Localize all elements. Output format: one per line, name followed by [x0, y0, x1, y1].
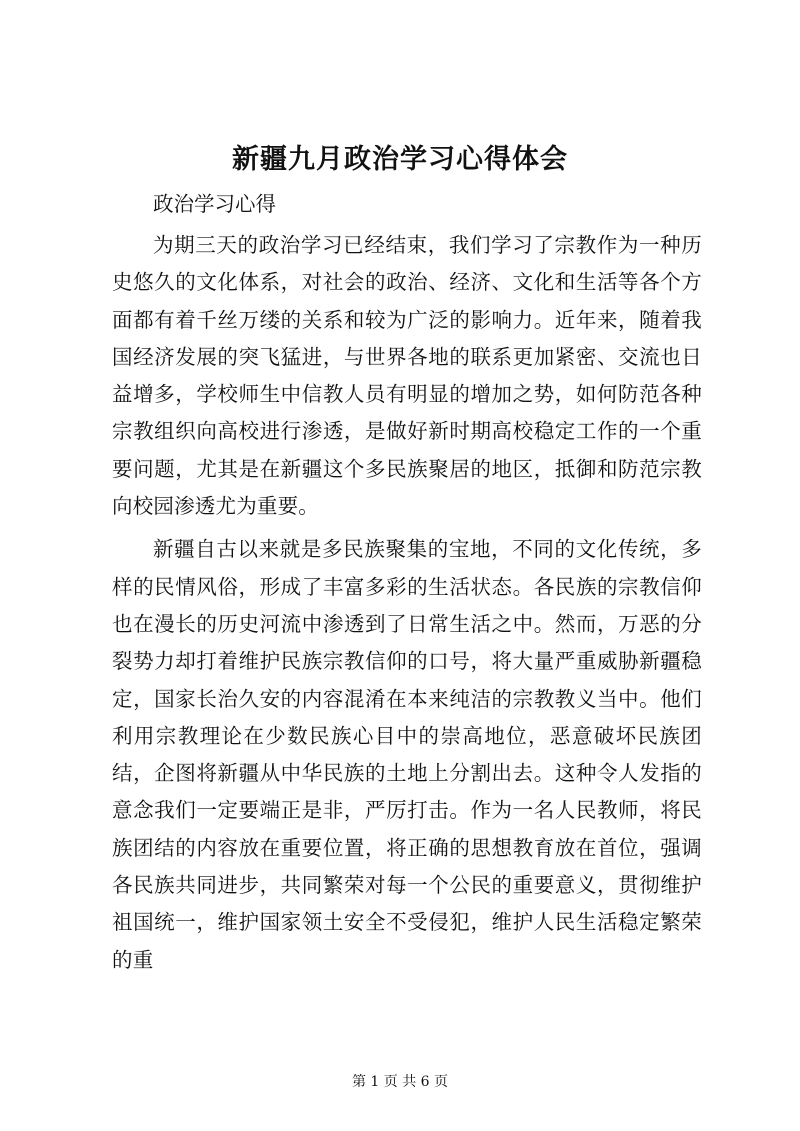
page-number: 第 1 页 共 6 页: [351, 1074, 449, 1090]
document-body: [112, 186, 702, 979]
body-paragraph: 为期三天的政治学习已经结束，我们学习了宗教作为一种历史悠久的文化体系，对社会的政治、经济、文化和生活等各个方面都有着千丝万缕的关系和较为广泛的影响力。近年来，随着我国经济发展的突飞猛进，与世界各地的联系更加紧密、交流也日益增多，学校师生中信教人员有明显的增加之势，如何防范各种宗教组织向高校进行渗透，是做好新时期高校稳定工作的一个重要问题，尤其是在新疆这个多民族聚居的地区，抵御和防范宗教向校园渗透尤为重要。: [112, 233, 702, 519]
section-subheading: 政治学习心得: [153, 192, 276, 216]
document-title: 新疆九月政治学习心得体会: [232, 144, 568, 175]
body-paragraph: 新疆自古以来就是多民族聚集的宝地，不同的文化传统，多样的民情风俗，形成了丰富多彩的生活状态。各民族的宗教信仰也在漫长的历史河流中渗透到了日常生活之中。然而，万恶的分裂势力却打着维护民族宗教信仰的口号，将大量严重威胁新疆稳定，国家长治久安的内容混淆在本来纯洁的宗教教义当中。他们利用宗教理论在少数民族心目中的崇高地位，恶意破坏民族团结，企图将新疆从中华民族的土地上分割出去。这种令人发指的意念我们一定要端正是非，严厉打击。作为一名人民教师，将民族团结的内容放在重要位置，将正确的思想教育放在首位，强调各民族共同进步，共同繁荣对每一个公民的重要意义，贯彻维护祖国统一，维护国家领土安全不受侵犯，维护人民生活稳定繁荣的重: [112, 537, 702, 972]
page-footer: [0, 1072, 800, 1092]
